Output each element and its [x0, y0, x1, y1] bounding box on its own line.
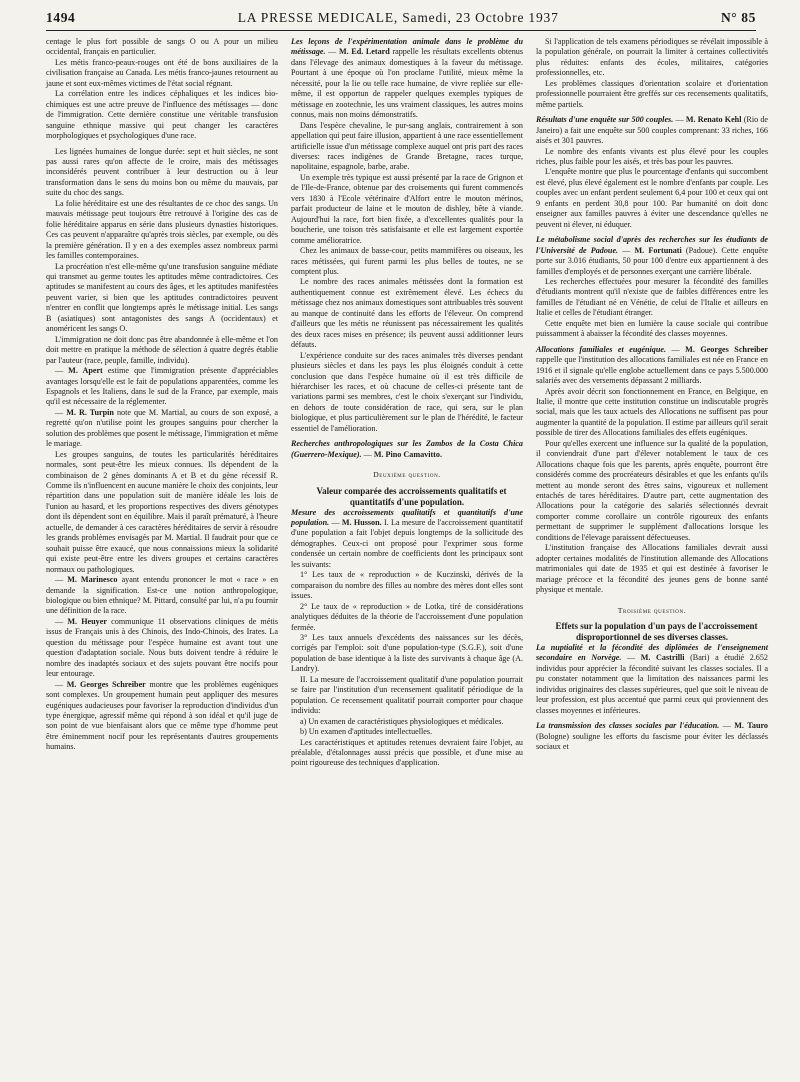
- section-heading: La transmission des classes sociales par l'éducation. — M. Tauro (Bologne) souligne les efforts du fascisme pour éviter les déclassés sociaux et: [536, 721, 768, 752]
- paragraph: Le nombre des enfants vivants est plus élevé pour les couples riches, plus faible pour les aisés, et très bas pour les pauvres.: [536, 146, 768, 166]
- speaker-name: M. Tauro: [734, 721, 768, 731]
- section-heading: Recherches anthropologiques sur les Zambos de la Costa Chica (Guerrero-Mexique). — M. Pino Camavitto.: [291, 439, 523, 459]
- speaker-name: M. Fortunati: [634, 245, 682, 255]
- paragraph-text: (Bologne) souligne les efforts du fascisme pour éviter les déclassés sociaux et: [536, 731, 768, 752]
- speaker-name: M. Ed. Letard: [338, 47, 390, 57]
- speaker-name: M. Heuyer: [67, 616, 107, 626]
- column-right: [536, 37, 768, 769]
- question-title: Effets sur la population d'un pays de l'accroissement disproportionnel de ses diverses classes.: [555, 621, 758, 643]
- section-title: Les leçons de l'expérimentation animale dans le problème du métissage.: [291, 37, 523, 57]
- paragraph: II. La mesure de l'accroissement qualitatif d'une population pourrait se faire par l'institution d'un recensement qualitatif périodique de la population. Ce recensement qualitatif pourrait comporter pour chaque individu:: [291, 674, 523, 716]
- paragraph-text: (Padoue). Cette enquête porte sur 3.016 étudiants, 50 pour 100 d'entre eux appartiennent à des familles d'employés et de personnes exerçant une carrière libérale.: [536, 245, 768, 276]
- list-item: 2° Le taux de « reproduction » de Lotka, tiré de considérations analytiques déduites de la théorie de l'accroissement d'une population fermée.: [291, 601, 523, 632]
- paragraph: Un exemple très typique est aussi présenté par la race de Grignon et de l'Ile-de-France, obtenue par des croisements qui furent commencés vers 1830 à l'Ecole vétérinaire d'Alfort entre le mouton mérinos, parfait producteur de laine et le mouton de dishley, bête à viande. Aujourd'hui la race, fort bien fixée, a d'excellentes qualités pour la boucherie, une toison très satisfaisante et elle est largement exportée comme amélioratrice.: [291, 172, 523, 245]
- question-label: Deuxième question.: [373, 470, 441, 480]
- journal-title: LA PRESSE MEDICALE, Samedi, 23 Octobre 1937: [237, 10, 559, 25]
- paragraph: L'institution française des Allocations familiales devrait aussi adopter certaines modalités de l'institution allemande des Allocations matrimoniales qui date de 1935 et qui est destinée à favoriser le mariage précoce et la fécondité des jeunes gens de bonne santé physique et mentale.: [536, 543, 768, 595]
- paragraph: Les groupes sanguins, de toutes les particularités héréditaires normales, sont peut-être les mieux connues. Ils dépendent de la combinaison de 2 gènes dominants A et B et du gène récessif R. Comme ils n'influencent en aucune manière le choix des conjoints, leur répartition dans une population suit de manière idéale les lois de l'union au hasard, et les proportions respectives des divers génotypes dont ils dépendent sont en équilibre. Mais il paraît prématuré, à l'heure actuelle, de demander à ces caractères héréditaires de servir à résoudre les grands problèmes envisagés par M. Martial. Il faudrait pour que ce souhait puisse être exaucé, que nous connaissions mieux la solidarité qui existe peut-être entre les divers groupes et certains caractères normaux ou pathologiques.: [46, 449, 278, 574]
- paragraph: centage le plus fort possible de sangs O ou A pour un milieu occidental, français en particulier.: [46, 37, 278, 57]
- paragraph: Après avoir décrit son fonctionnement en France, en Belgique, en Italie, il montre que cette institution constitue un indiscutable progrès social, mais que les taux actuels des Allocations ne suffisent pas pour augmenter la quantité de la population. Il estime par ailleurs qu'il serait possible de tirer des Allocations familiales des effets eugéniques.: [536, 386, 768, 438]
- section-title: La transmission des classes sociales par l'éducation.: [536, 721, 720, 731]
- speaker-name: M. Marinesco: [67, 575, 118, 585]
- paragraph: Le nombre des races animales métissées dont la formation est authentiquement connue est extrêmement élevé. Les échecs du métissage chez nos animaux domestiques sont attribuables très souvent au manque de continuité dans les efforts de l'éleveur. On comprend d'ailleurs que les métis ne réunissent pas nécessairement les qualités des deux races mises en présence; ils peuvent aussi additionner leurs défauts.: [291, 277, 523, 350]
- section-title: Le métabolisme social d'après des recherches sur les étudiants de l'Université de Padoue.: [536, 235, 768, 255]
- section-heading: Résultats d'une enquête sur 500 couples. — M. Renato Kehl (Rio de Janeiro) a fait une enquête sur 500 couples comprenant: 33 riches, 166 aisés et 301 pauvres.: [536, 115, 769, 146]
- paragraph: La folie héréditaire est une des résultantes de ce choc des sangs. Un mauvais métissage peut toujours être retrouvé à l'origine des cas de folie héréditaire apparus en série dans plusieurs dynasties historiques. Ces cas peuvent n'apparaître qu'après trois siècles, par exemple, ou dès la première génération. Il y en a des exemples assez nombreux parmi les familles contemporaines.: [46, 198, 278, 261]
- list-item: 1° Les taux de « reproduction » de Kuczinski, dérivés de la comparaison du nombre des filles au nombre des mères dont elles sont issues.: [291, 570, 523, 601]
- section-title: Allocations familiales et eugénique.: [536, 344, 667, 354]
- paragraph: La corrélation entre les indices céphaliques et les indices bio-chimiques est une actre preuve de l'influence des métissages — donc de l'immigration. Cette dernière constitue une véritable transfusion sanguine ethnique massive qui peut changer les caractères morphologiques et psychologiques d'une race.: [46, 89, 278, 141]
- speaker-name: M. Georges Schreiber: [66, 679, 146, 689]
- paragraph: L'enquête montre que plus le pourcentage d'enfants qui succombent est élevé, plus élevé également est le nombre d'enfants par couple. Les couples avec un enfant perdent seulement 6,4 pour 100 et ceux qui ont 9 enfants en perdent 30,8 pour 100. Par humanité on doit donc enseigner aux familles pauvres à éviter une descendance qu'elles ne peuvent ni élever, ni éduquer.: [536, 167, 768, 229]
- paragraph-text: rappelle les résultats excellents obtenus dans l'élevage des animaux domestiques à la faveur du métissage. Pourtant à une époque où l'on proclame l'utilité, mieux même la nécessité, pour la lie ou telle race humaine, de vivre repliée sur elle-même, il est opportun de rappeler quelques exemples typiques de métissage en zootechnie, les uns vraiment classiques, les autres moins connus, mais non moins démonstratifs.: [291, 47, 524, 120]
- page-number: 1494: [46, 10, 76, 25]
- paragraph-text: rappelle que l'institution des allocations familiales est née en France en 1916 et il signale qu'elle englobe actuellement dans ce pays 5.500.000 salariés avec des versements dépassant 2 milliards.: [536, 355, 768, 386]
- paragraph: — M. Heuyer communique 11 observations cliniques de métis issus de Français unis à des Chinois, des Indo-Chinois, des Irates. La question du métissage pour l'espèce humaine est avant tout une question d'adaptation sociale. Nous buts doivent tendre à réduire le nombre des inadaptés sociaux et des sujets pouvant être nocifs pour leur entourage.: [46, 616, 279, 679]
- article-columns: [46, 37, 769, 769]
- speaker-name: M. R. Turpin: [66, 407, 114, 417]
- section-title: Recherches anthropologiques sur les Zambos de la Costa Chica (Guerrero-Mexique).: [291, 439, 523, 459]
- paragraph: Cette enquête met bien en lumière la cause sociale qui contribue puissamment à abaisser la fécondité des classes moyennes.: [536, 318, 768, 339]
- list-item: b) Un examen d'aptitudes intellectuelles.: [300, 727, 433, 737]
- paragraph-text: note que M. Martial, au cours de son exposé, a regretté qu'on n'utilise point les groupes sanguins pour chercher la solution des problèmes que posent le métissage, l'immigration et même le mariage.: [46, 407, 278, 449]
- paragraph: Chez les animaux de basse-cour, petits mammifères ou oiseaux, les races métissées, qui furent parmi les plus belles de toutes, ne se comptent plus.: [291, 246, 523, 276]
- paragraph-text: communique 11 observations cliniques de métis issus de Français unis à des Chinois, des Indo-Chinois, des Irates. La question du métissage pour l'espèce humaine est avant tout une question d'adaptation sociale. Nous buts doivent tendre à réduire le nombre des inadaptés sociaux et des sujets pouvant être nocifs pour leur entourage.: [46, 616, 279, 679]
- section-heading: Les leçons de l'expérimentation animale dans le problème du métissage. — M. Ed. Letard rappelle les résultats excellents obtenus dans l'élevage des animaux domestiques à la faveur du métissage. Pourtant à une époque où l'on proclame l'utilité, mieux même la nécessité, pour la lie ou telle race humaine, de vivre repliée sur elle-même, il est opportun de rappeler quelques exemples typiques de métissage en zootechnie, les uns vraiment classiques, les autres moins connus, mais non moins démonstratifs.: [291, 37, 524, 120]
- paragraph-text: ayant entendu prononcer le mot « race » en demande la signification. Est-ce une notion anthropologique, biologique ou bien ethnique? M. Pittard, consulté par lui, n'a pu fournir une définition de la race.: [46, 575, 279, 616]
- list-item: a) Un examen de caractéristiques physiologiques et médicales.: [300, 716, 504, 726]
- question-label: Troisième question.: [617, 605, 687, 615]
- column-middle: [291, 37, 523, 769]
- paragraph: — M. Marinesco ayant entendu prononcer le mot « race » en demande la signification. Est-ce une notion anthropologique, biologique ou bien ethnique? M. Pittard, consulté par lui, n'a pu fournir une définition de la race.: [46, 575, 279, 616]
- paragraph-text: montre que les problèmes eugéniques sont complexes. Un groupement humain peut appliquer des mesures eugéniques audacieuses pour favoriser la reproduction d'individus d'un type énergique, agressif même qui répond à son idéal et qu'il juge de son point de vue bienfaisant alors que ce même type d'homme peut être éminemment nocif pour les représentants d'autres groupements humains.: [46, 679, 278, 752]
- paragraph: L'expérience conduite sur des races animales très diverses pendant plusieurs siècles et dans les pays les plus éloignés conduit à cette conclusion que dans l'espèce humaine où il est très difficile de hiérarchiser les races, et où chacune de celles-ci présente tant de variations parmi ses membres, c'est le choix s'exerçant sur l'individu, en dehors de toute considération de race, qui sera, sur le plan biologique, et plus particulièrement sur le plan de l'hérédité, le facteur essentiel de l'amélioration.: [291, 350, 523, 433]
- list-item: 3° Les taux annuels d'excédents des naissances sur les décès, corrigés par l'emploi: soit d'une population-type (S.G.F.), soit d'une population de base identique à la liste des survivants à chaque âge (A. Landry).: [291, 633, 523, 674]
- paragraph: Dans l'espèce chevaline, le pur-sang anglais, contrairement à son appellation qui peut faire illusion, appartient à une race essentiellement artificielle issue d'un métissage complexe auquel ont pris part des races diverses: races indigènes de Grande Bretagne, races turque, napolitaine, espagnole, barbe, arabe.: [291, 120, 523, 172]
- page-header: [46, 10, 756, 31]
- paragraph-text: estime que l'immigration présente d'appréciables avantages lorsqu'elle est le fait de populations apparentées, comme les Espagnols et les Italiens, dans le sud de la France, par exemple, mais qu'il est nécessaire de la réglementer.: [46, 366, 279, 407]
- paragraph: — M. Apert estime que l'immigration présente d'appréciables avantages lorsqu'elle est le fait de populations apparentées, comme les Espagnols et les Italiens, dans le sud de la France, par exemple, mais qu'il est nécessaire de la réglementer.: [46, 366, 279, 407]
- section-heading: Le métabolisme social d'après des recherches sur les étudiants de l'Université de Padoue. — M. Fortunati (Padoue). Cette enquête porte sur 3.016 étudiants, 50 pour 100 d'entre eux appartiennent à des familles d'employés et de personnes exerçant une carrière libérale.: [536, 235, 768, 276]
- paragraph: L'immigration ne doit donc pas être abandonnée à elle-même et l'on doit mettre en pratique la méthode de sélection à quatre degrés établie par l'auteur (race, peuple, famille, individu).: [46, 334, 278, 365]
- speaker-name: M. Castrilli: [640, 653, 685, 663]
- section-heading: La nuptialité et la fécondité des diplômées de l'enseignement secondaire en Norvège. — M. Castrilli (Bari) a étudié 2.652 individus pour apprécier la fécondité suivant les classes sociales. Il a pu constater notamment que la limitation des naissances parmi les individus originaires des classes supérieures, quel que soit le niveau de leur profession, est plus accentué que parmi ceux qui proviennent des classes moyennes et inférieures.: [536, 643, 768, 715]
- speaker-name: M. Pino Camavitto.: [373, 449, 442, 459]
- paragraph-text: (Rio de Janeiro) a fait une enquête sur 500 couples comprenant: 33 riches, 166 aisés et 301 pauvres.: [536, 115, 769, 146]
- paragraph: — M. Georges Schreiber montre que les problèmes eugéniques sont complexes. Un groupement humain peut appliquer des mesures eugéniques audacieuses pour favoriser la reproduction d'individus d'un type énergique, agressif même qui répond à son idéal et qu'il juge de son point de vue bienfaisant alors que ce même type d'homme peut être éminemment nocif pour les représentants d'autres groupements humains.: [46, 679, 278, 752]
- question-title: Valeur comparée des accroissements qualitatifs et quantitatifs d'une population.: [316, 485, 507, 507]
- speaker-name: M. Apert: [68, 366, 103, 376]
- section-title: Résultats d'une enquête sur 500 couples.: [536, 115, 674, 125]
- paragraph: — M. R. Turpin note que M. Martial, au cours de son exposé, a regretté qu'on n'utilise point les groupes sanguins pour chercher la solution des problèmes que posent le métissage, l'immigration et même le mariage.: [46, 407, 278, 449]
- section-heading: Mesure des accroissements qualitatifs et quantitatifs d'une population. — M. Husson. I. La mesure de l'accroissement quantitatif d'une population a fait l'objet depuis longtemps de la sollicitude des démographes. Ceux-ci ont proposé pour l'exprimer sous forme condensée un certain nombre de coefficients dont les principaux sont les suivants:: [291, 507, 524, 569]
- paragraph: Les lignées humaines de longue durée: sept et huit siècles, ne sont pas aussi rares qu'on affecte de le croire, mais des métissages inconsidérés peuvent contribuer à leur destruction ou à leur transformation dans le sens du moins bon ou même du mauvais, par suite du choc des sangs.: [46, 146, 278, 198]
- paragraph: Les métis franco-peaux-rouges ont été de bons auxiliaires de la civilisation française au Canada. Les métis franco-jaunes retournent au jaune et sont eux-mêmes victimes de l'état social régnant.: [46, 57, 278, 88]
- paragraph: Si l'application de tels examens périodiques se révélait impossible à la population générale, on pourrait la limiter à certaines collectivités plus réduites: enfants des écoles, militaires, catégories professionnelles, etc.: [536, 37, 768, 78]
- section-title: La nuptialité et la fécondité des diplômées de l'enseignement secondaire en Norvège.: [536, 643, 768, 663]
- paragraph-text: I. La mesure de l'accroissement quantitatif d'une population a fait l'objet depuis longtemps de la sollicitude des démographes. Ceux-ci ont proposé pour l'exprimer sous forme condensée un certain nombre de coefficients dont les principaux sont les suivants:: [291, 518, 524, 569]
- paragraph: Les recherches effectuées pour mesurer la fécondité des familles d'étudiants montrent qu'il n'existe que de faibles différences entre les familles de l'étudiant né en Vénétie, de celui de l'Italie et ailleurs en Italie et celles de l'étudiant étranger.: [536, 276, 768, 318]
- paragraph: Les caractéristiques et aptitudes retenues devraient faire l'objet, au préalable, d'étalonnages aussi précis que possible, et d'une mise au point rigoureuse des techniques d'application.: [291, 737, 523, 768]
- paragraph-text: (Bari) a étudié 2.652 individus pour apprécier la fécondité suivant les classes sociales. Il a pu constater notamment que la limitation des naissances parmi les individus originaires des classes supérieures, quel que soit le niveau de leur profession, est plus accentué que parmi ceux qui proviennent des classes moyennes et inférieures.: [536, 653, 768, 715]
- paragraph: Les problèmes classiques d'orientation scolaire et d'orientation professionnelle pourraient être greffés sur ces recensements qualitatifs, même partiels.: [536, 78, 768, 109]
- speaker-name: M. Georges Schreiber: [685, 344, 768, 354]
- issue-number: N° 85: [720, 10, 756, 25]
- paragraph: Pour qu'elles exercent une influence sur la qualité de la population, il conviendrait d'une part d'élever notablement le taux de ces Allocations chaque fois que les parents, après enquête, pourront être considérés comme des procréateurs désirables et que les enfants qu'ils mettent au monde seront des êtres sains, vigoureux et nullement entachés de tares héréditaires. D'autre part, cette augmentation des Allocations pour la catégorie des salariés sélectionnés devrait comporter comme corollaire un contrôle rigoureux des enfants permettant de supprimer le supplément d'allocations lorsque les conditions de l'élevage paraissent défectueuses.: [536, 438, 768, 542]
- speaker-name: M. Husson.: [341, 518, 382, 528]
- column-left: [46, 37, 278, 769]
- paragraph: La procréation n'est elle-même qu'une transfusion sanguine médiate qui transmet au germe toutes les aptitudes même contradictoires. Ces aptitudes se manifestent au cours des âges, et les aptitudes manifestées peuvent varier, si bien que les aptitudes contradictoires peuvent n'entrer en conflit que longtemps après le métissage initial. Les sangs B (asiatiques) sont antagonistes des sangs A (occidentaux) et anoméricent les sangs O.: [46, 261, 278, 334]
- section-heading: Allocations familiales et eugénique. — M. Georges Schreiber rappelle que l'institution des allocations familiales est née en France en 1916 et il signale qu'elle englobe actuellement dans ce pays 5.500.000 salariés avec des versements dépassant 2 milliards.: [536, 344, 768, 386]
- section-title: Mesure des accroissements qualitatifs et quantitatifs d'une population.: [291, 507, 523, 528]
- speaker-name: M. Renato Kehl: [685, 115, 742, 125]
